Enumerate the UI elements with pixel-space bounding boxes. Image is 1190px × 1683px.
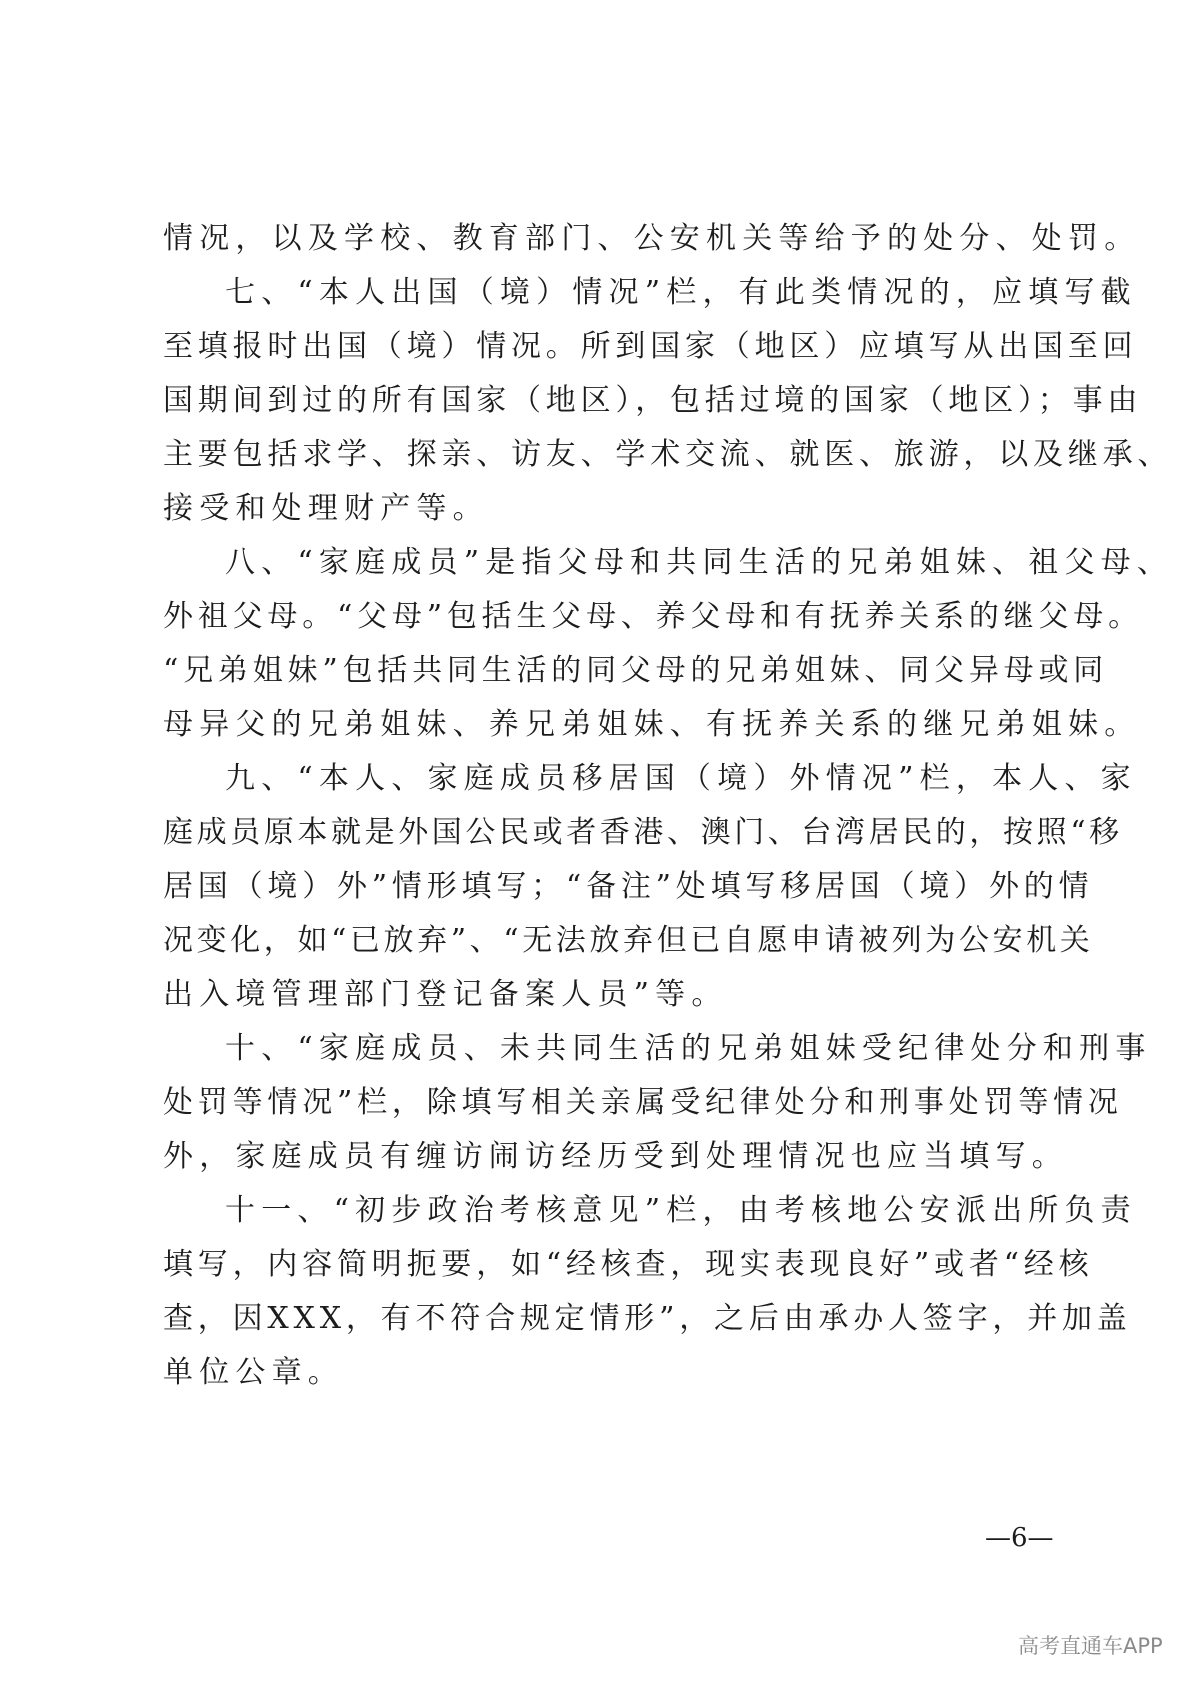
- text-line: 处罚等情况”栏，除填写相关亲属受纪律处分和刑事处罚等情况: [163, 1085, 1123, 1120]
- text-line: “兄弟姐妹”包括共同生活的同父母的兄弟姐妹、同父异母或同: [163, 653, 1109, 688]
- body-text: [163, 212, 1174, 1400]
- watermark: 高考直通车APP: [1018, 1634, 1163, 1658]
- text-line: 居国（境）外”情形填写；“备注”处填写移居国（境）外的情: [163, 869, 1094, 904]
- text-line: 出入境管理部门登记备案人员”等。: [163, 977, 728, 1012]
- text-line: 填写，内容简明扼要，如“经核查，现实表现良好”或者“经核: [163, 1247, 1094, 1282]
- text-line: 况变化，如“已放弃”、“无法放弃但已自愿申请被列为公安机关: [163, 923, 1094, 958]
- text-line: 八、“家庭成员”是指父母和共同生活的兄弟姐妹、祖父母、: [225, 545, 1174, 580]
- text-line: 国期间到过的所有国家（地区），包括过境的国家（地区）；事由: [163, 383, 1143, 418]
- text-line: 十、“家庭成员、未共同生活的兄弟姐妹受纪律处分和刑事: [225, 1031, 1152, 1066]
- text-line: 庭成员原本就是外国公民或者香港、澳门、台湾居民的，按照“移: [163, 815, 1123, 850]
- text-line: 至填报时出国（境）情况。所到国家（地区）应填写从出国至回: [163, 329, 1138, 364]
- text-line: 单位公章。: [163, 1355, 344, 1390]
- text-line: 外，家庭成员有缠访闹访经历受到处理情况也应当填写。: [163, 1139, 1068, 1174]
- text-line: 接受和处理财产等。: [163, 491, 489, 526]
- text-line: 十一、“初步政治考核意见”栏，由考核地公安派出所负责: [225, 1193, 1137, 1228]
- text-line: 九、“本人、家庭成员移居国（境）外情况”栏，本人、家: [225, 761, 1137, 796]
- text-line: 主要包括求学、探亲、访友、学术交流、就医、旅游，以及继承、: [163, 437, 1173, 472]
- text-line: 七、“本人出国（境）情况”栏，有此类情况的，应填写截: [225, 275, 1137, 310]
- page-number: —6—: [985, 1523, 1054, 1553]
- text-line: 母异父的兄弟姐妹、养兄弟姐妹、有抚养关系的继兄弟姐妹。: [163, 707, 1141, 742]
- text-line: 外祖父母。“父母”包括生父母、养父母和有抚养关系的继父母。: [163, 599, 1143, 634]
- text-line: 查，因XXX，有不符合规定情形”，之后由承办人签字，并加盖: [163, 1301, 1132, 1336]
- text-line: 情况，以及学校、教育部门、公安机关等给予的处分、处罚。: [163, 221, 1141, 256]
